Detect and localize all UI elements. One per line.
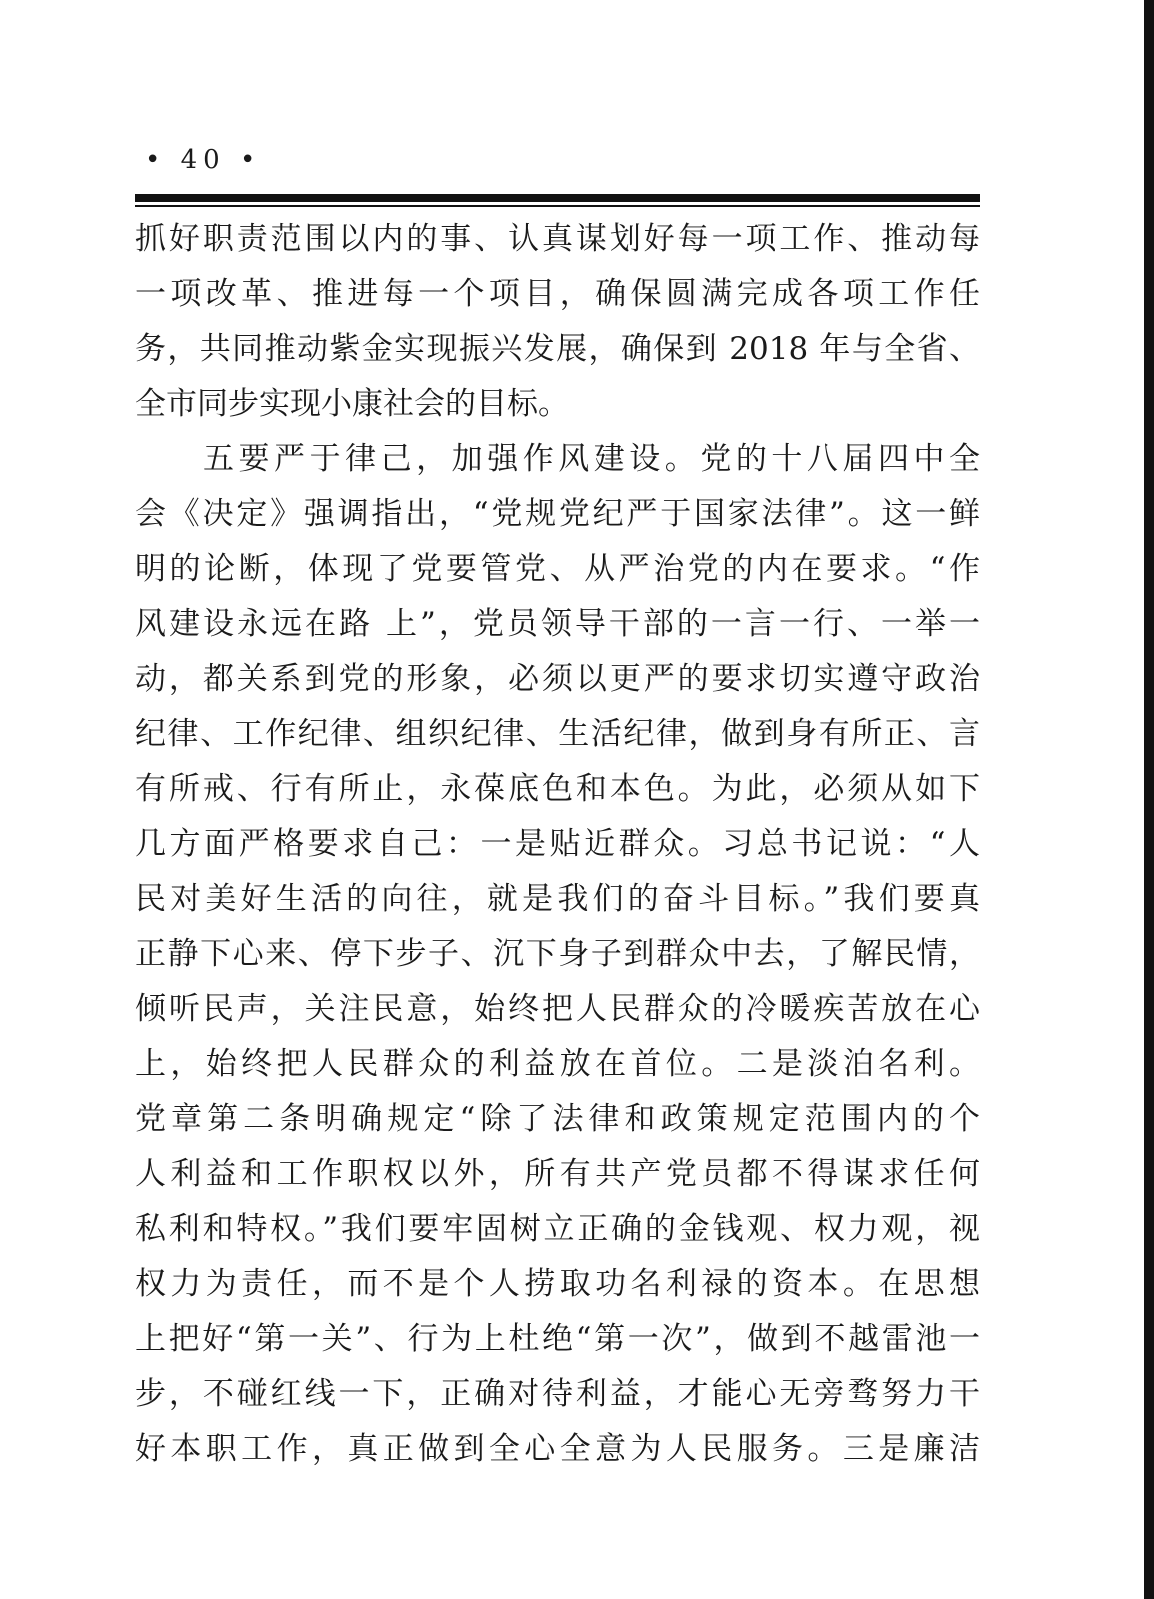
text-line: 党章第二条明确规定“除了法律和政策规定范围内的个 xyxy=(135,1101,980,1137)
header-rule-thin xyxy=(135,205,980,207)
text-line: 全市同步实现小康社会的目标。 xyxy=(135,386,569,422)
text-line: 会《决定》强调指出，“党规党纪严于国家法律”。这一鲜 xyxy=(135,496,980,532)
paragraph-start-line: 五要严于律己，加强作风建设。党的十八届四中全 xyxy=(203,441,980,477)
body-text xyxy=(135,212,980,1477)
text-line: 抓好职责范围以内的事、认真谋划好每一项工作、推动每 xyxy=(135,221,980,257)
text-line: 权力为责任，而不是个人捞取功名利禄的资本。在思想 xyxy=(135,1266,980,1302)
text-line: 上，始终把人民群众的利益放在首位。二是淡泊名利。 xyxy=(135,1046,980,1082)
text-line: 务，共同推动紫金实现振兴发展，确保到 2018 年与全省、 xyxy=(135,331,980,367)
text-line: 上把好“第一关”、行为上杜绝“第一次”，做到不越雷池一 xyxy=(135,1321,980,1357)
text-line: 人利益和工作职权以外，所有共产党员都不得谋求任何 xyxy=(135,1156,980,1192)
text-line: 明的论断，体现了党要管党、从严治党的内在要求。“作 xyxy=(135,551,980,587)
text-line: 步，不碰红线一下，正确对待利益，才能心无旁骛努力干 xyxy=(135,1376,980,1412)
text-line: 倾听民声，关注民意，始终把人民群众的冷暖疾苦放在心 xyxy=(135,991,980,1027)
text-line: 民对美好生活的向往，就是我们的奋斗目标。”我们要真 xyxy=(135,881,980,917)
scan-edge-shadow xyxy=(1144,0,1154,1599)
text-line: 动，都关系到党的形象，必须以更严的要求切实遵守政治 xyxy=(135,661,980,697)
page-number: • 40 • xyxy=(145,145,262,175)
text-line: 几方面严格要求自己：一是贴近群众。习总书记说：“人 xyxy=(135,826,980,862)
text-line: 正静下心来、停下步子、沉下身子到群众中去，了解民情， xyxy=(135,936,980,972)
text-line: 一项改革、推进每一个项目，确保圆满完成各项工作任 xyxy=(135,276,980,312)
text-line: 纪律、工作纪律、组织纪律、生活纪律，做到身有所正、言 xyxy=(135,716,980,752)
text-line: 风建设永远在路 上”，党员领导干部的一言一行、一举一 xyxy=(135,606,980,642)
header-rule-thick xyxy=(135,194,980,202)
page-header xyxy=(135,140,980,207)
text-line: 有所戒、行有所止，永葆底色和本色。为此，必须从如下 xyxy=(135,771,980,807)
text-line: 好本职工作，真正做到全心全意为人民服务。三是廉洁 xyxy=(135,1431,980,1467)
text-line: 私利和特权。”我们要牢固树立正确的金钱观、权力观，视 xyxy=(135,1211,980,1247)
